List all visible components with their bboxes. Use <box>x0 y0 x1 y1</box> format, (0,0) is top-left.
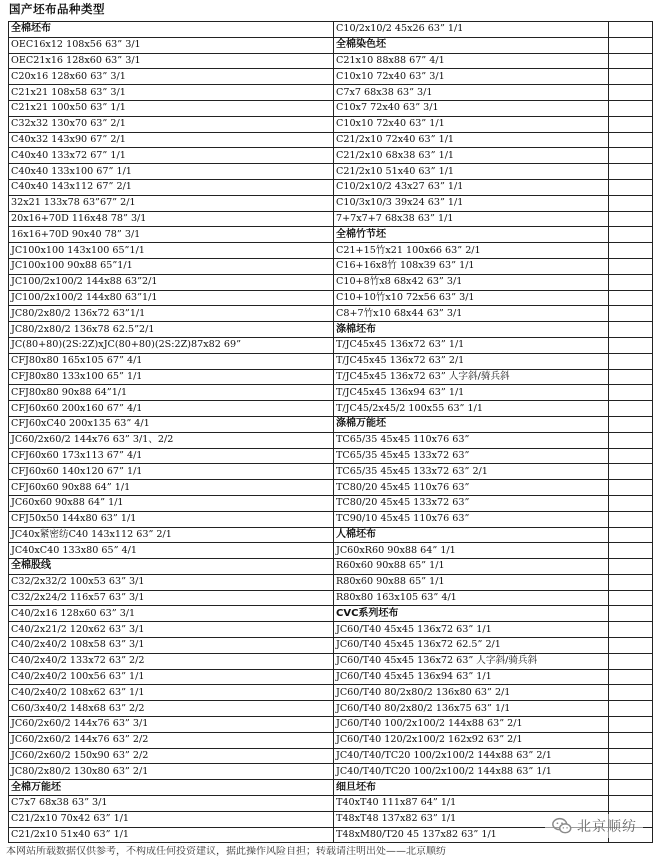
category-heading: 全棉坯布 <box>9 22 334 38</box>
empty-cell <box>609 748 653 764</box>
spec-cell: C40x40 133x100 67” 1/1 <box>9 164 334 180</box>
spec-cell: JC(80+80)(2S:2Z)xJC(80+80)(2S:2Z)87x82 69” <box>9 337 334 353</box>
spec-cell: T48xT48 137x82 63” 1/1 <box>334 811 609 827</box>
empty-cell <box>609 385 653 401</box>
spec-cell: 7+7x7+7 68x38 63” 1/1 <box>334 211 609 227</box>
spec-cell: JC100x100 143x100 65”1/1 <box>9 243 334 259</box>
empty-cell <box>609 416 653 432</box>
empty-cell <box>609 495 653 511</box>
category-heading: CVC系列坯布 <box>334 606 609 622</box>
spec-cell: C21/2x10 70x42 63” 1/1 <box>9 811 334 827</box>
category-heading: 全棉竹节坯 <box>334 227 609 243</box>
empty-cell <box>609 701 653 717</box>
spec-cell: CFJ80x80 165x105 67” 4/1 <box>9 353 334 369</box>
table-row <box>9 148 653 164</box>
table-row <box>9 401 653 417</box>
spec-cell: C7x7 68x38 63” 3/1 <box>9 796 334 812</box>
empty-cell <box>609 211 653 227</box>
spec-cell: TC65/35 45x45 110x76 63” <box>334 432 609 448</box>
footer-note: 本网站所载数据仅供参考，不构成任何投资建议，据此操作风险自担；转载请注明出处——北京顺纺 <box>6 846 446 857</box>
spec-cell: C32/2x32/2 100x53 63” 3/1 <box>9 574 334 590</box>
spec-cell: C10x10 72x40 63” 3/1 <box>334 69 609 85</box>
category-heading: 全棉染色坯 <box>334 37 609 53</box>
table-row <box>9 464 653 480</box>
table-row <box>9 701 653 717</box>
spec-cell: OEC16x12 108x56 63” 3/1 <box>9 37 334 53</box>
spec-cell: JC40/T40/TC20 100/2x100/2 144x88 63” 1/1 <box>334 764 609 780</box>
empty-cell <box>609 100 653 116</box>
spec-cell: JC60/T40 80/2x80/2 136x75 63” 1/1 <box>334 701 609 717</box>
spec-cell: C7x7 68x38 63” 3/1 <box>334 85 609 101</box>
table-row <box>9 653 653 669</box>
table-row <box>9 732 653 748</box>
table-row <box>9 37 653 53</box>
spec-cell: 20x16+70D 116x48 78” 3/1 <box>9 211 334 227</box>
spec-cell: R80x60 90x88 65” 1/1 <box>334 574 609 590</box>
table-row <box>9 69 653 85</box>
empty-cell <box>609 764 653 780</box>
spec-cell: JC60/T40 120/2x100/2 162x92 63” 2/1 <box>334 732 609 748</box>
spec-cell: JC100/2x100/2 144x88 63”2/1 <box>9 274 334 290</box>
empty-cell <box>609 653 653 669</box>
spec-cell: JC60/2x60/2 144x76 63” 3/1、2/2 <box>9 432 334 448</box>
empty-cell <box>609 669 653 685</box>
table-row <box>9 385 653 401</box>
empty-cell <box>609 243 653 259</box>
table-row <box>9 685 653 701</box>
spec-cell: 32x21 133x78 63”67” 2/1 <box>9 195 334 211</box>
table-row <box>9 369 653 385</box>
category-heading: 全棉股线 <box>9 559 334 575</box>
table-row <box>9 448 653 464</box>
empty-cell <box>609 69 653 85</box>
table-row <box>9 100 653 116</box>
table-row <box>9 116 653 132</box>
table-row <box>9 495 653 511</box>
spec-cell: TC65/35 45x45 133x72 63” <box>334 448 609 464</box>
table-row <box>9 559 653 575</box>
spec-cell: C60/3x40/2 148x68 63” 2/2 <box>9 701 334 717</box>
spec-cell: JC40xC40 133x80 65” 4/1 <box>9 543 334 559</box>
spec-cell: C10/2x10/2 45x26 63” 1/1 <box>334 22 609 38</box>
table-row <box>9 243 653 259</box>
empty-cell <box>609 369 653 385</box>
empty-cell <box>609 22 653 38</box>
category-heading: 细旦坯布 <box>334 780 609 796</box>
table-row <box>9 322 653 338</box>
empty-cell <box>609 780 653 796</box>
spec-cell: CFJ60x60 140x120 67” 1/1 <box>9 464 334 480</box>
table-row <box>9 764 653 780</box>
category-heading: 人棉坯布 <box>334 527 609 543</box>
empty-cell <box>609 148 653 164</box>
table-row <box>9 53 653 69</box>
empty-cell <box>609 685 653 701</box>
spec-cell: T/JC45x45 136x72 63” 人字斜/骑兵斜 <box>334 369 609 385</box>
table-row <box>9 432 653 448</box>
empty-cell <box>609 574 653 590</box>
spec-cell: C21x21 100x50 63” 1/1 <box>9 100 334 116</box>
empty-cell <box>609 290 653 306</box>
spec-cell: JC40x紧密纺C40 143x112 63” 2/1 <box>9 527 334 543</box>
table-row <box>9 132 653 148</box>
table-row <box>9 211 653 227</box>
category-heading: 全棉万能坯 <box>9 780 334 796</box>
spec-cell: JC60/2x60/2 150x90 63” 2/2 <box>9 748 334 764</box>
empty-cell <box>609 53 653 69</box>
empty-cell <box>609 179 653 195</box>
empty-cell <box>609 432 653 448</box>
table-row <box>9 638 653 654</box>
empty-cell <box>609 717 653 733</box>
spec-cell: JC80/2x80/2 136x78 62.5”2/1 <box>9 322 334 338</box>
spec-cell: C10x10 72x40 63” 1/1 <box>334 116 609 132</box>
spec-cell: T/JC45x45 136x72 63” 1/1 <box>334 337 609 353</box>
spec-cell: CFJ80x80 133x100 65” 1/1 <box>9 369 334 385</box>
empty-cell <box>609 606 653 622</box>
spec-cell: CFJ80x80 90x88 64”1/1 <box>9 385 334 401</box>
spec-cell: C20x16 128x60 63” 3/1 <box>9 69 334 85</box>
table-row <box>9 337 653 353</box>
empty-cell <box>609 464 653 480</box>
spec-cell: JC40/T40/TC20 100/2x100/2 144x88 63” 2/1 <box>334 748 609 764</box>
table-row <box>9 622 653 638</box>
table-row <box>9 85 653 101</box>
empty-cell <box>609 559 653 575</box>
spec-cell: T48xM80/T20 45 137x82 63” 1/1 <box>334 827 609 843</box>
table-row <box>9 543 653 559</box>
spec-cell: C21x10 88x88 67” 4/1 <box>334 53 609 69</box>
spec-cell: JC60/T40 45x45 136x94 63” 1/1 <box>334 669 609 685</box>
table-row <box>9 306 653 322</box>
table-row <box>9 179 653 195</box>
spec-cell: C21/2x10 68x38 63” 1/1 <box>334 148 609 164</box>
spec-cell: TC65/35 45x45 133x72 63” 2/1 <box>334 464 609 480</box>
table-row <box>9 574 653 590</box>
spec-cell: C40/2x40/2 133x72 63” 2/2 <box>9 653 334 669</box>
table-row <box>9 590 653 606</box>
spec-cell: TC80/20 45x45 110x76 63” <box>334 480 609 496</box>
spec-cell: JC60/T40 45x45 136x72 63” 1/1 <box>334 622 609 638</box>
spec-cell: C16+16x8竹 108x39 63” 1/1 <box>334 258 609 274</box>
spec-cell: TC90/10 45x45 110x76 63” <box>334 511 609 527</box>
empty-cell <box>609 37 653 53</box>
spec-cell: T/JC45x45 136x72 63” 2/1 <box>334 353 609 369</box>
spec-cell: C40/2x21/2 120x62 63” 3/1 <box>9 622 334 638</box>
footer <box>0 846 661 858</box>
table-row <box>9 22 653 38</box>
spec-cell: JC60/2x60/2 144x76 63” 3/1 <box>9 717 334 733</box>
spec-cell: C21/2x10 72x40 63” 1/1 <box>334 132 609 148</box>
empty-cell <box>609 337 653 353</box>
empty-cell <box>609 732 653 748</box>
table-row <box>9 164 653 180</box>
spec-cell: JC60/T40 45x45 136x72 62.5” 2/1 <box>334 638 609 654</box>
category-heading: 涤棉万能坯 <box>334 416 609 432</box>
wechat-icon <box>551 815 573 837</box>
spec-cell: C10+10竹x10 72x56 63” 3/1 <box>334 290 609 306</box>
table-row <box>9 195 653 211</box>
table-row <box>9 606 653 622</box>
spec-cell: JC60/T40 45x45 136x72 63” 人字斜/骑兵斜 <box>334 653 609 669</box>
empty-cell <box>609 511 653 527</box>
spec-cell: T40xT40 111x87 64” 1/1 <box>334 796 609 812</box>
page-title: 国产坯布品种类型 <box>9 2 105 16</box>
empty-cell <box>609 322 653 338</box>
watermark-text: 北京顺纺 <box>577 819 637 835</box>
spec-cell: C40/2x40/2 108x62 63” 1/1 <box>9 685 334 701</box>
spec-cell: JC100x100 90x88 65”1/1 <box>9 258 334 274</box>
empty-cell <box>609 274 653 290</box>
spec-cell: C10/2x10/2 43x27 63” 1/1 <box>334 179 609 195</box>
empty-cell <box>609 132 653 148</box>
empty-cell <box>609 227 653 243</box>
spec-cell: C40/2x40/2 108x58 63” 3/1 <box>9 638 334 654</box>
spec-cell: C40/2x40/2 100x56 63” 1/1 <box>9 669 334 685</box>
table-row <box>9 780 653 796</box>
empty-cell <box>609 353 653 369</box>
spec-cell: JC60x60 90x88 64” 1/1 <box>9 495 334 511</box>
spec-cell: C40x40 143x112 67” 2/1 <box>9 179 334 195</box>
spec-cell: T/JC45x45 136x94 63” 1/1 <box>334 385 609 401</box>
spec-cell: JC80/2x80/2 130x80 63” 2/1 <box>9 764 334 780</box>
empty-cell <box>609 306 653 322</box>
spec-cell: R80x80 163x105 63” 4/1 <box>334 590 609 606</box>
spec-cell: CFJ60x60 173x113 67” 4/1 <box>9 448 334 464</box>
table-row <box>9 290 653 306</box>
table-row <box>9 416 653 432</box>
spec-cell: T/JC45/2x45/2 100x55 63” 1/1 <box>334 401 609 417</box>
empty-cell <box>609 195 653 211</box>
spec-cell: C21x21 108x58 63” 3/1 <box>9 85 334 101</box>
empty-cell <box>609 401 653 417</box>
spec-cell: JC60xR60 90x88 64” 1/1 <box>334 543 609 559</box>
empty-cell <box>609 590 653 606</box>
empty-cell <box>609 258 653 274</box>
spec-cell: C10/3x10/3 39x24 63” 1/1 <box>334 195 609 211</box>
spec-cell: CFJ50x50 144x80 63” 1/1 <box>9 511 334 527</box>
empty-cell <box>609 480 653 496</box>
table-row <box>9 227 653 243</box>
spec-cell: TC80/20 45x45 133x72 63” <box>334 495 609 511</box>
empty-cell <box>609 527 653 543</box>
table-row <box>9 748 653 764</box>
spec-cell: C40x32 143x90 67” 2/1 <box>9 132 334 148</box>
table-row <box>9 717 653 733</box>
spec-cell: JC60/T40 80/2x80/2 136x80 63” 2/1 <box>334 685 609 701</box>
spec-cell: CFJ60x60 200x160 67” 4/1 <box>9 401 334 417</box>
empty-cell <box>609 543 653 559</box>
table-row <box>9 796 653 812</box>
table-row <box>9 353 653 369</box>
empty-cell <box>609 622 653 638</box>
spec-cell: C8+7竹x10 68x44 63” 3/1 <box>334 306 609 322</box>
empty-cell <box>609 448 653 464</box>
spec-cell: C10x7 72x40 63” 3/1 <box>334 100 609 116</box>
spec-cell: CFJ60xC40 200x135 63” 4/1 <box>9 416 334 432</box>
empty-cell <box>609 164 653 180</box>
spec-cell: C10+8竹x8 68x42 63” 3/1 <box>334 274 609 290</box>
spec-cell: JC80/2x80/2 136x72 63”1/1 <box>9 306 334 322</box>
spec-cell: JC60/2x60/2 144x76 63” 2/2 <box>9 732 334 748</box>
fabric-spec-table <box>8 21 653 843</box>
empty-cell <box>609 796 653 812</box>
table-row <box>9 527 653 543</box>
spec-cell: CFJ60x60 90x88 64” 1/1 <box>9 480 334 496</box>
category-heading: 涤棉坯布 <box>334 322 609 338</box>
empty-cell <box>609 116 653 132</box>
empty-cell <box>609 85 653 101</box>
watermark <box>545 814 643 838</box>
spec-cell: OEC21x16 128x60 63” 3/1 <box>9 53 334 69</box>
spec-cell: C40/2x16 128x60 63” 3/1 <box>9 606 334 622</box>
spec-cell: R60x60 90x88 65” 1/1 <box>334 559 609 575</box>
spec-cell: C32/2x24/2 116x57 63” 3/1 <box>9 590 334 606</box>
spec-cell: C40x40 133x72 67” 1/1 <box>9 148 334 164</box>
spec-cell: C21/2x10 51x40 63” 1/1 <box>9 827 334 843</box>
table-row <box>9 511 653 527</box>
spec-cell: JC60/T40 100/2x100/2 144x88 63” 2/1 <box>334 717 609 733</box>
empty-cell <box>609 638 653 654</box>
table-row <box>9 274 653 290</box>
spec-cell: C32x32 130x70 63” 2/1 <box>9 116 334 132</box>
table-row <box>9 669 653 685</box>
spec-cell: JC100/2x100/2 144x80 63”1/1 <box>9 290 334 306</box>
spec-cell: C21+15竹x21 100x66 63” 2/1 <box>334 243 609 259</box>
table-row <box>9 258 653 274</box>
table-row <box>9 480 653 496</box>
spec-cell: 16x16+70D 90x40 78” 3/1 <box>9 227 334 243</box>
spec-cell: C21/2x10 51x40 63” 1/1 <box>334 164 609 180</box>
